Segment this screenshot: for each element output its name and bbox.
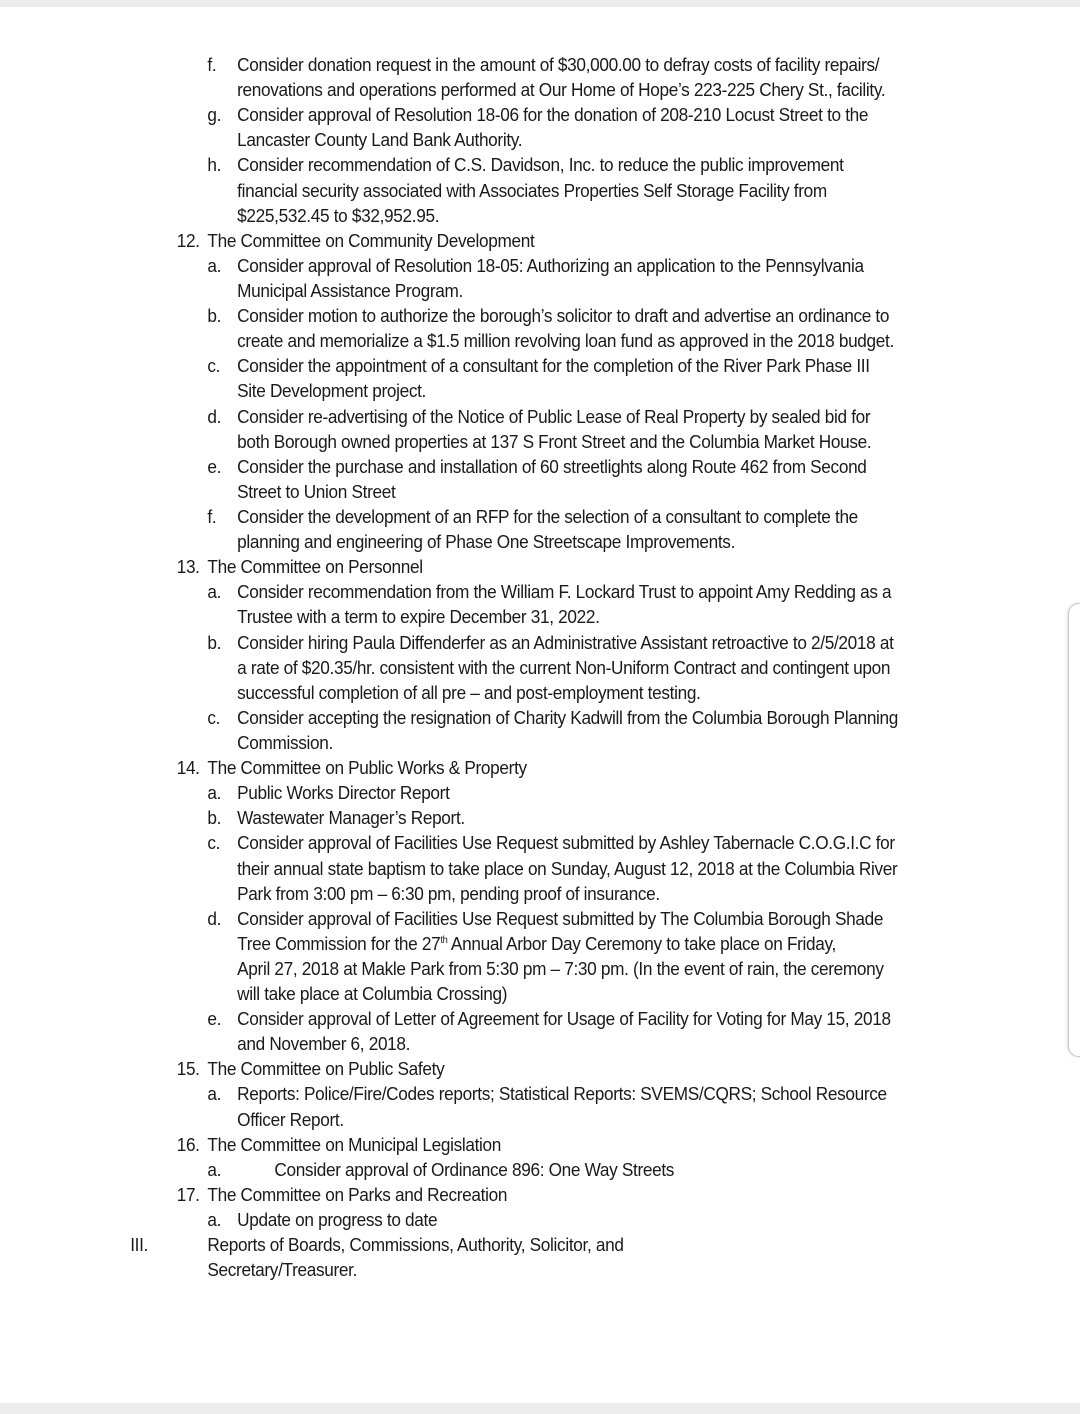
ordinal-suffix: th [440, 934, 448, 946]
item-marker: b. [207, 305, 222, 327]
section-number: 12. [176, 229, 200, 251]
section-title: The Committee on Public Works & Property [207, 757, 527, 779]
list-item [0, 303, 1004, 328]
item-text: Site Development project. [237, 380, 427, 402]
section-number: 15. [176, 1058, 200, 1080]
section-heading [0, 1056, 1004, 1081]
item-continuation [0, 429, 1004, 454]
item-continuation [0, 278, 1004, 303]
item-text: Consider approval of Facilities Use Request submitted by Ashley Tabernacle C.O.G.I.C for [237, 832, 895, 854]
list-item [0, 1006, 1004, 1031]
section-title: Secretary/Treasurer. [207, 1259, 358, 1281]
section-heading [0, 1182, 1004, 1207]
top-edge [0, 0, 1080, 7]
item-text: Consider the purchase and installation of 60 streetlights along Route 462 from Second [237, 455, 867, 477]
list-item [0, 454, 1004, 479]
list-item [0, 805, 1004, 830]
list-item [0, 504, 1004, 529]
item-text: Commission. [237, 731, 333, 753]
item-continuation [0, 529, 1004, 554]
item-text: Consider approval of Resolution 18-05: Authorizing an application to the Pennsylvania [237, 254, 864, 276]
section-number: 17. [176, 1183, 200, 1205]
item-text: Consider hiring Paula Diffenderfer as an Administrative Assistant retroactive to 2/5/2018 at [237, 631, 894, 653]
section-title: The Committee on Parks and Recreation [207, 1183, 508, 1205]
item-text: April 27, 2018 at Makle Park from 5:30 pm – 7:30 pm. (In the event of rain, the ceremony [237, 957, 884, 979]
item-continuation [0, 981, 1004, 1006]
item-text: Consider approval of Facilities Use Request submitted by The Columbia Borough Shade [237, 907, 884, 929]
item-text: Trustee with a term to expire December 31, 2022. [237, 606, 600, 628]
item-text: Consider donation request in the amount of $30,000.00 to defray costs of facility repairs/ [237, 54, 880, 75]
item-marker: a. [207, 1158, 222, 1180]
item-marker: h. [207, 154, 222, 176]
item-text: create and memorialize a $1.5 million revolving loan fund as approved in the 2018 budget. [237, 330, 894, 352]
item-text: Consider re-advertising of the Notice of Public Lease of Real Property by sealed bid for [237, 405, 871, 427]
item-text [237, 931, 836, 956]
document-page [0, 52, 1080, 1282]
item-text: Park from 3:00 pm – 6:30 pm, pending proof of insurance. [237, 882, 660, 904]
item-text: planning and engineering of Phase One Streetscape Improvements. [237, 531, 736, 553]
item-continuation [0, 479, 1004, 504]
list-item [0, 152, 1004, 177]
item-text: Officer Report. [237, 1108, 344, 1130]
item-text: both Borough owned properties at 137 S Front Street and the Columbia Market House. [237, 430, 872, 452]
list-item [0, 1081, 1004, 1106]
item-marker: a. [207, 1083, 222, 1105]
item-text: a rate of $20.35/hr. consistent with the current Non-Uniform Contract and contingent upon [237, 656, 891, 678]
list-item [0, 1207, 1004, 1232]
list-item [0, 705, 1004, 730]
list-item [0, 253, 1004, 278]
item-text: Consider the appointment of a consultant for the completion of the River Park Phase III [237, 355, 870, 377]
item-text: Consider the development of an RFP for the selection of a consultant to complete the [237, 505, 858, 527]
item-text: Street to Union Street [237, 480, 396, 502]
item-continuation [0, 655, 1004, 680]
section-title: The Committee on Community Development [207, 229, 535, 251]
item-marker: c. [207, 832, 221, 854]
list-item [0, 353, 1004, 378]
section-number: 13. [176, 556, 200, 578]
item-continuation [0, 328, 1004, 353]
item-text: successful completion of all pre – and post-employment testing. [237, 681, 701, 703]
item-marker: e. [207, 1008, 222, 1030]
item-continuation [0, 77, 1004, 102]
list-item [0, 579, 1004, 604]
section-heading [0, 755, 1004, 780]
list-item [0, 404, 1004, 429]
item-text: Consider approval of Letter of Agreement for Usage of Facility for Voting for May 15, 2018 [237, 1008, 891, 1030]
item-text: Consider approval of Ordinance 896: One Way Streets [274, 1158, 675, 1180]
item-marker: d. [207, 405, 222, 427]
item-text: $225,532.45 to $32,952.95. [237, 204, 440, 226]
item-text: Consider recommendation of C.S. Davidson, Inc. to reduce the public improvement [237, 154, 844, 176]
item-continuation [0, 604, 1004, 629]
roman-heading [0, 1232, 1004, 1257]
item-marker: c. [207, 355, 221, 377]
item-continuation [0, 1107, 1004, 1132]
item-continuation [0, 178, 1004, 203]
item-marker: c. [207, 706, 221, 728]
roman-numeral: III. [130, 1234, 149, 1256]
item-marker: g. [207, 104, 222, 126]
item-text: and November 6, 2018. [237, 1033, 411, 1055]
section-heading [0, 554, 1004, 579]
item-text: their annual state baptism to take place on Sunday, August 12, 2018 at the Columbia River [237, 857, 898, 879]
item-text: will take place at Columbia Crossing) [237, 983, 508, 1005]
section-title: Reports of Boards, Commissions, Authority, Solicitor, and [207, 1234, 624, 1256]
section-title: The Committee on Public Safety [207, 1058, 445, 1080]
section-title: The Committee on Municipal Legislation [207, 1133, 502, 1155]
item-continuation [0, 931, 1004, 956]
item-continuation [0, 881, 1004, 906]
item-continuation [0, 203, 1004, 228]
section-title: The Committee on Personnel [207, 556, 423, 578]
list-item [0, 630, 1004, 655]
item-text: financial security associated with Associates Properties Self Storage Facility from [237, 179, 827, 201]
item-text: Consider approval of Resolution 18-06 for the donation of 208-210 Locust Street to the [237, 104, 869, 126]
item-continuation [0, 378, 1004, 403]
item-text: Consider accepting the resignation of Charity Kadwill from the Columbia Borough Planning [237, 706, 899, 728]
list-item [0, 830, 1004, 855]
item-text: Wastewater Manager’s Report. [237, 807, 465, 829]
item-text: Public Works Director Report [237, 782, 450, 804]
item-marker: a. [207, 254, 222, 276]
item-text: Reports: Police/Fire/Codes reports; Statistical Reports: SVEMS/CQRS; School Resource [237, 1083, 887, 1105]
item-text-part: Tree Commission for the 27 [237, 932, 441, 954]
list-item [0, 906, 1004, 931]
item-marker: a. [207, 782, 222, 804]
item-text: renovations and operations performed at Our Home of Hope’s 223-225 Chery St., facility. [237, 79, 886, 101]
list-item [0, 102, 1004, 127]
item-text: Municipal Assistance Program. [237, 279, 463, 301]
item-marker: a. [207, 1209, 222, 1231]
list-item [0, 780, 1004, 805]
section-number: 16. [176, 1133, 200, 1155]
item-text: Consider motion to authorize the borough’s solicitor to draft and advertise an ordinance to [237, 305, 890, 327]
item-continuation [0, 1257, 1004, 1282]
item-text-part: Annual Arbor Day Ceremony to take place on Friday, [447, 932, 837, 954]
item-continuation [0, 956, 1004, 981]
list-item [0, 1157, 1004, 1182]
list-item [0, 52, 1004, 77]
section-heading [0, 228, 1004, 253]
section-number: 14. [176, 757, 200, 779]
item-continuation [0, 127, 1004, 152]
bottom-edge [0, 1403, 1080, 1414]
item-continuation [0, 856, 1004, 881]
item-continuation [0, 730, 1004, 755]
item-marker: f. [207, 505, 217, 527]
item-text: Lancaster County Land Bank Authority. [237, 129, 523, 151]
item-text: Consider recommendation from the William F. Lockard Trust to appoint Amy Redding as a [237, 581, 892, 603]
item-marker: f. [207, 54, 217, 75]
item-marker: d. [207, 907, 222, 929]
item-continuation [0, 680, 1004, 705]
item-marker: b. [207, 631, 222, 653]
section-heading [0, 1132, 1004, 1157]
item-continuation [0, 1031, 1004, 1056]
item-marker: a. [207, 581, 222, 603]
item-marker: b. [207, 807, 222, 829]
item-text: Update on progress to date [237, 1209, 438, 1231]
item-marker: e. [207, 455, 222, 477]
